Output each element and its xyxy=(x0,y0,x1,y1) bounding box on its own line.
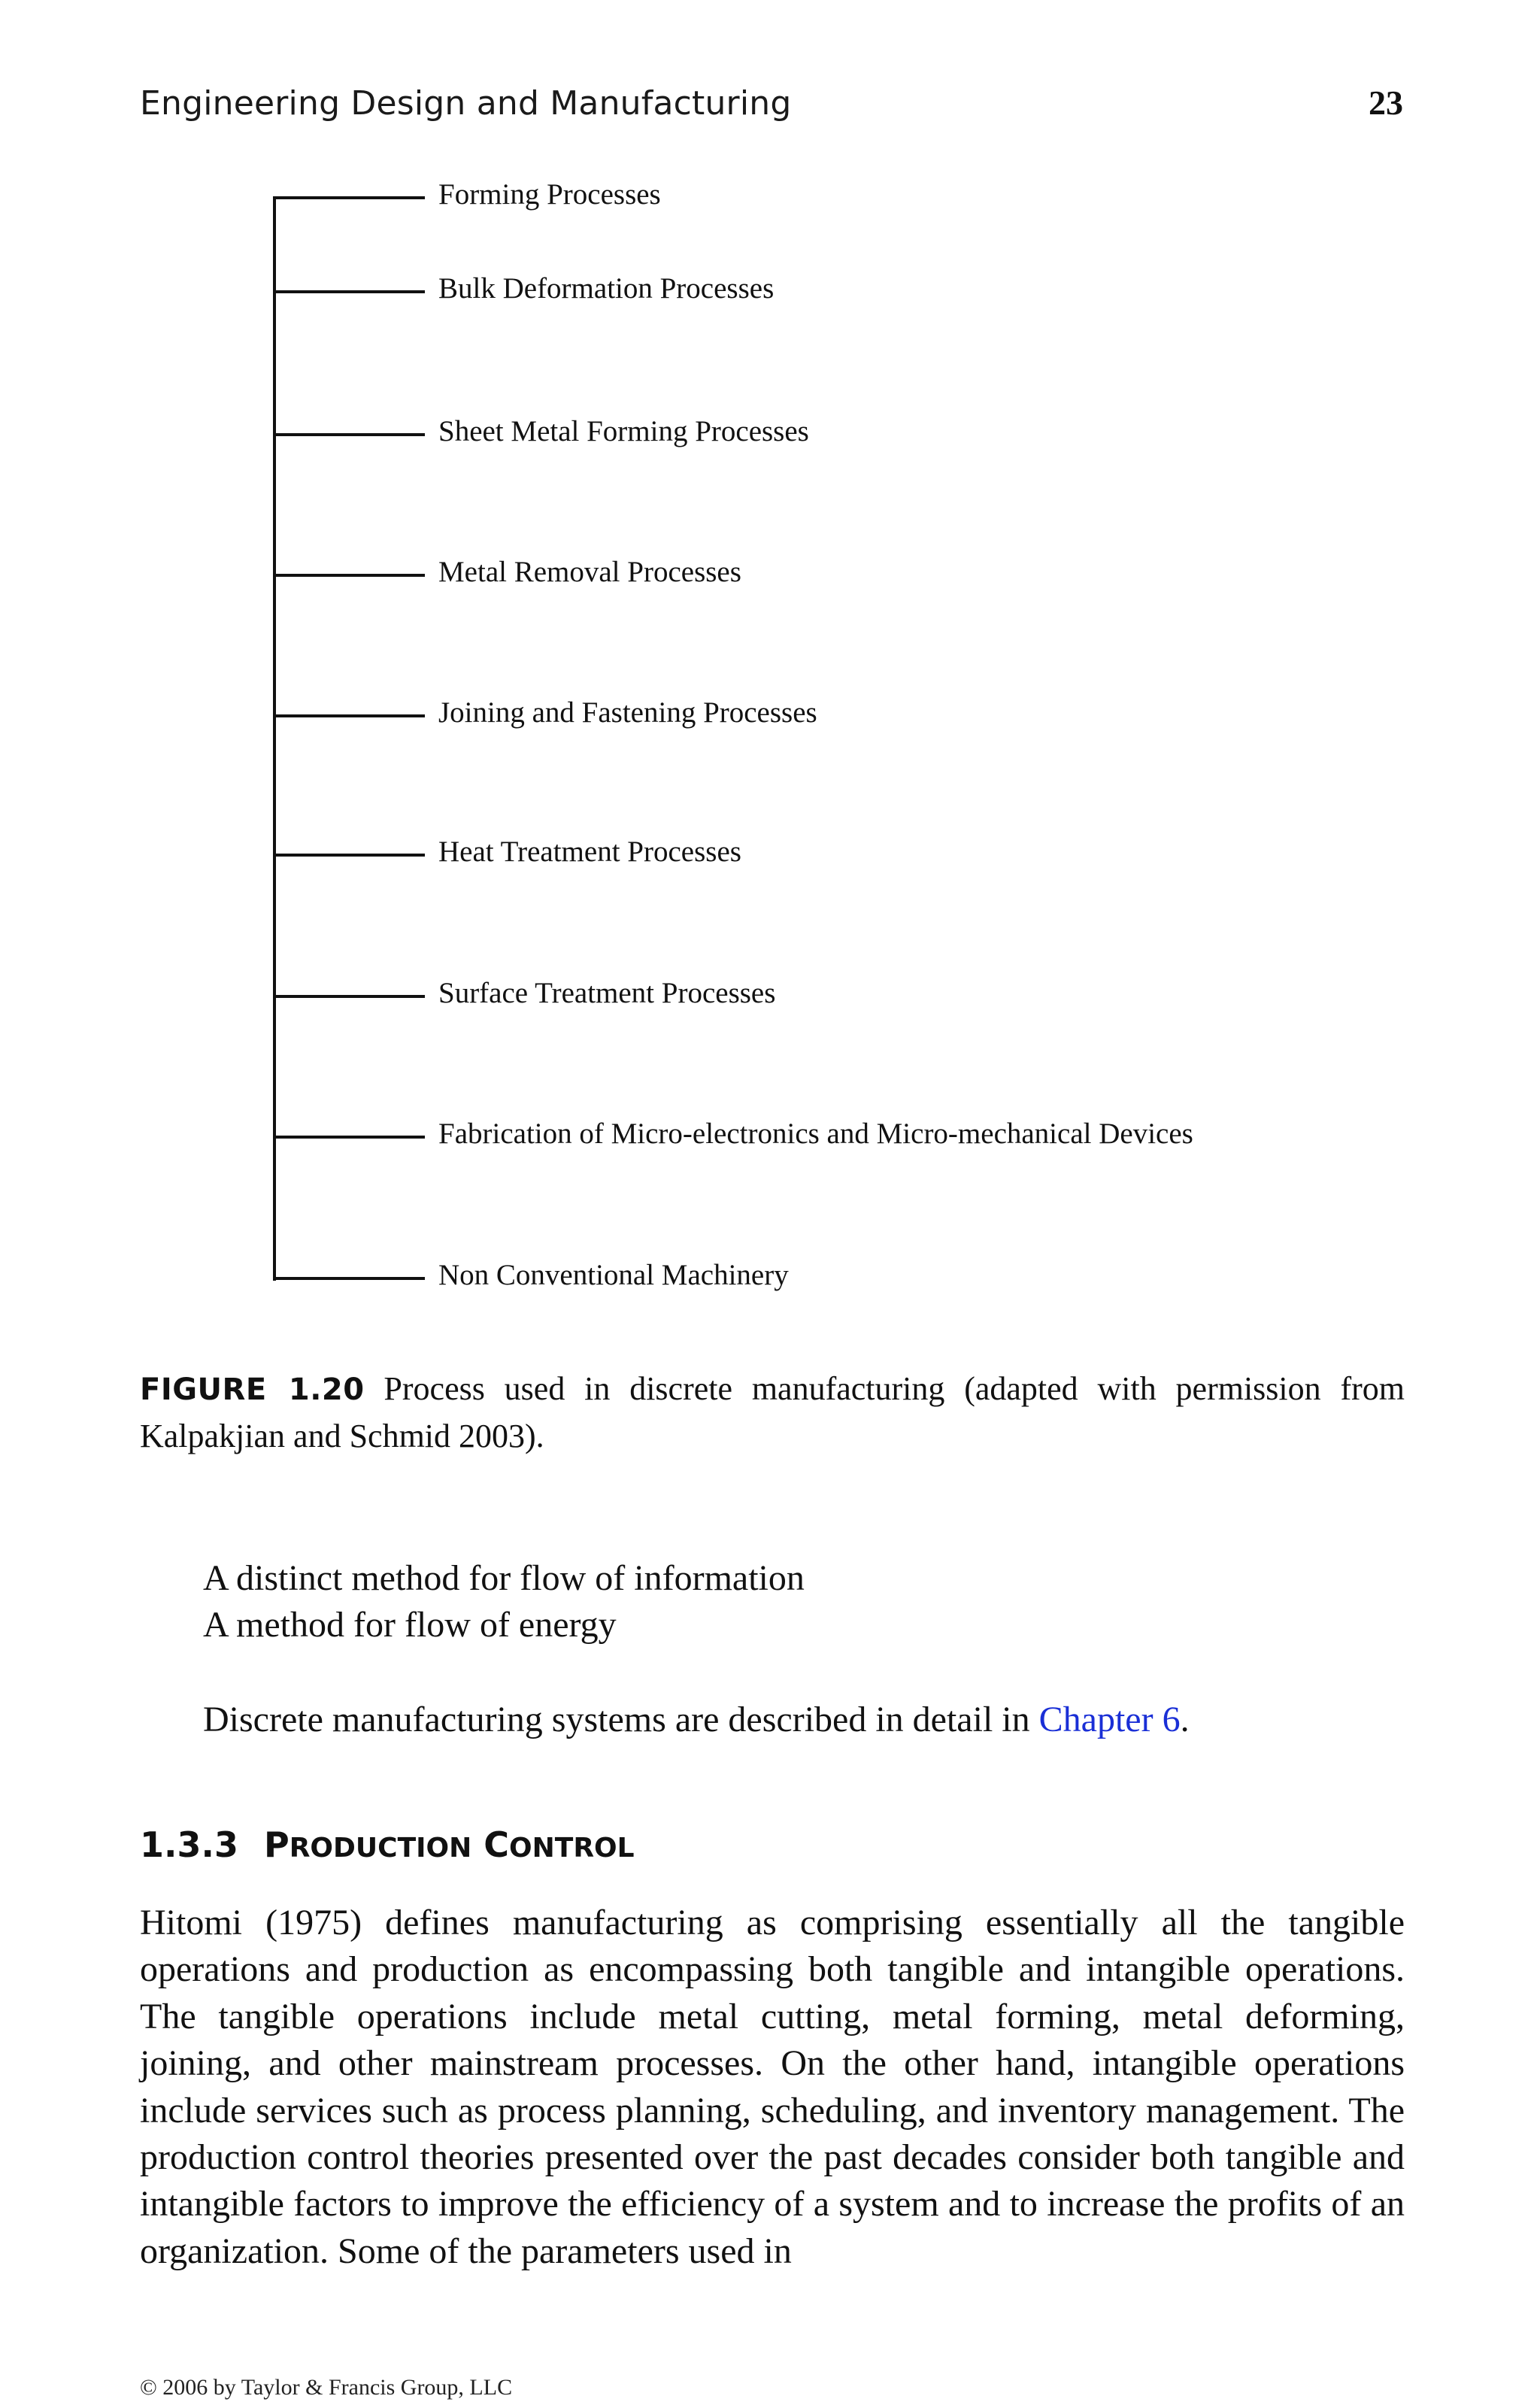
section-title-initial: C xyxy=(484,1824,510,1865)
tree-item-metal-removal: Metal Removal Processes xyxy=(438,556,741,588)
chapter-reference-text: Discrete manufacturing systems are described in detail in xyxy=(203,1700,1039,1739)
tree-branch-line xyxy=(273,574,425,577)
page-number: 23 xyxy=(1369,83,1403,122)
section-number: 1.3.3 xyxy=(140,1824,238,1865)
tree-item-bulk-deformation: Bulk Deformation Processes xyxy=(438,272,775,305)
tree-item-heat-treatment: Heat Treatment Processes xyxy=(438,836,741,868)
section-heading xyxy=(140,1824,635,1865)
tree-branch-line xyxy=(273,1136,425,1139)
tree-branch-line xyxy=(273,196,425,199)
section-title-initial: P xyxy=(263,1824,290,1865)
chapter-6-link[interactable]: Chapter 6 xyxy=(1038,1700,1181,1739)
figure-caption-text: Process used in discrete manufacturing (adapted with permission from Kalpakjian and Schmid 2003). xyxy=(140,1370,1405,1454)
flow-list xyxy=(203,1555,805,1648)
tree-branch-line xyxy=(273,1277,425,1280)
copyright-footer: © 2006 by Taylor & Francis Group, LLC xyxy=(140,2375,513,2400)
tree-item-joining-fastening: Joining and Fastening Processes xyxy=(438,696,817,729)
list-item: A distinct method for flow of information xyxy=(203,1558,805,1598)
section-title-rest: ONTROL xyxy=(509,1833,635,1864)
tree-branch-line xyxy=(273,995,425,998)
tree-item-forming-processes: Forming Processes xyxy=(438,178,661,211)
tree-branch-line xyxy=(273,714,425,717)
section-title-rest: RODUCTION xyxy=(289,1833,472,1864)
figure-caption xyxy=(140,1366,1405,1460)
tree-item-sheet-metal-forming: Sheet Metal Forming Processes xyxy=(438,415,809,447)
figure-caption-label: FIGURE 1.20 xyxy=(140,1372,365,1407)
tree-branch-line xyxy=(273,854,425,857)
body-paragraph: Hitomi (1975) defines manufacturing as comprising essentially all the tangible operations and production as encompassing both tangible and intangible operations. The tangible operations include metal cutting, metal forming, metal deforming, joining, and other mainstream processes. On the other hand, intangible operations include services such as process planning, scheduling, and inventory management. The production control theories presented over the past decades consider both tangible and intangible factors to improve the efficiency of a system and to increase the profits of an organization. Some of the parameters used in xyxy=(140,1903,1405,2271)
chapter-reference-period: . xyxy=(1180,1700,1190,1739)
tree-trunk-line xyxy=(273,198,276,1281)
running-head-title: Engineering Design and Manufacturing xyxy=(140,84,792,123)
tree-item-surface-treatment: Surface Treatment Processes xyxy=(438,977,776,1009)
chapter-reference xyxy=(203,1697,1190,1743)
tree-item-non-conventional: Non Conventional Machinery xyxy=(438,1259,789,1291)
tree-branch-line xyxy=(273,433,425,436)
tree-branch-line xyxy=(273,290,425,293)
list-item: A method for flow of energy xyxy=(203,1605,617,1645)
tree-item-micro-fabrication: Fabrication of Micro-electronics and Micro-mechanical Devices xyxy=(438,1118,1193,1150)
